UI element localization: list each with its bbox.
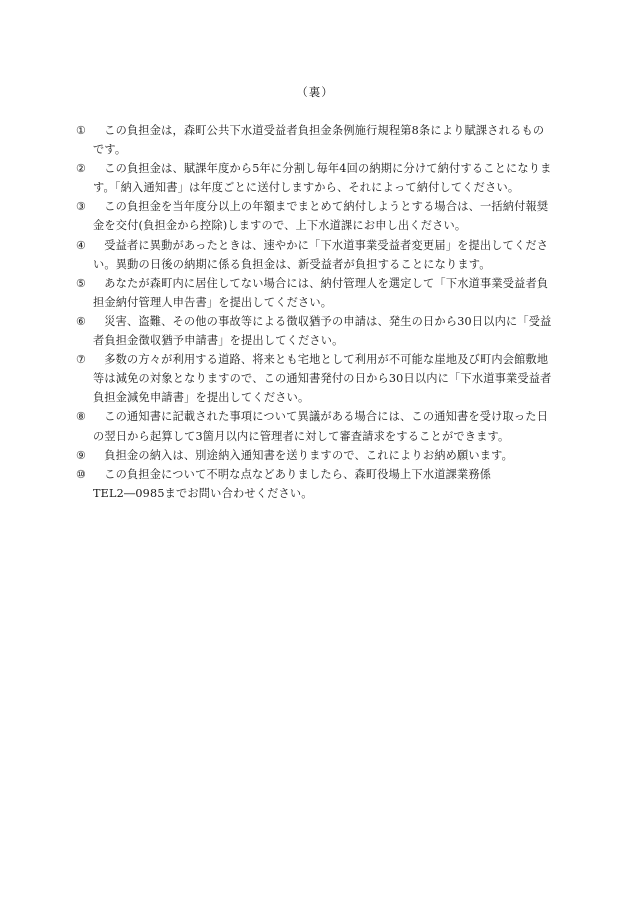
note-item-8 xyxy=(76,407,554,445)
note-text: あなたが森町内に居住してない場合には、納付管理人を選定して「下水道事業受益者負担金納付管理人申告書」を提出してください。 xyxy=(93,276,549,309)
notes-list xyxy=(76,121,554,503)
note-item-5 xyxy=(76,274,554,312)
note-text: 受益者に異動があったときは、速やかに「下水道事業受益者変更届」を提出してください。異動の日後の納期に係る負担金は、新受益者が負担することになります。 xyxy=(93,238,549,271)
note-text: この負担金について不明な点などありましたら、森町役場上下水道課業務係TEL2―0985までお問い合わせください。 xyxy=(93,467,492,500)
note-number: ① xyxy=(76,124,87,137)
note-text: 多数の方々が利用する道路、将来とも宅地として利用が不可能な崖地及び町内会館敷地等は減免の対象となりますので、この通知書発付の日から30日以内に「下水道事業受益者負担金減免申請書」を提出してください。 xyxy=(93,353,552,405)
note-item-2 xyxy=(76,159,554,197)
note-item-7 xyxy=(76,350,554,407)
note-item-9 xyxy=(76,446,554,465)
note-number: ⑦ xyxy=(76,353,87,367)
note-item-6 xyxy=(76,312,554,350)
note-item-1 xyxy=(76,121,554,159)
note-number: ② xyxy=(76,162,87,176)
page-heading: （裏） xyxy=(296,85,334,99)
note-number: ⑤ xyxy=(76,276,87,290)
note-text: 負担金の納入は、別途納入通知書を送りますので、これによりお納め願います。 xyxy=(104,448,514,462)
note-text: この負担金は、賦課年度から5年に分割し毎年4回の納期に分けて納付することになります。「納入通知書」は年度ごとに送付しますから、それによって納付してください。 xyxy=(93,162,552,195)
note-number: ③ xyxy=(76,200,87,214)
note-item-4 xyxy=(76,236,554,274)
note-number: ④ xyxy=(76,238,87,252)
note-number: ⑧ xyxy=(76,410,87,424)
note-number: ⑩ xyxy=(76,467,87,481)
note-text: この負担金は，森町公共下水道受益者負担金条例施行規程第8条により賦課されるものです。 xyxy=(93,124,545,157)
note-item-3 xyxy=(76,197,554,235)
note-item-10 xyxy=(76,465,554,503)
note-number: ⑨ xyxy=(76,448,87,462)
note-text: この負担金を当年度分以上の年額までまとめて納付しようとする場合は、一括納付報奨金を交付(負担金から控除)しますので、上下水道課にお申し出ください。 xyxy=(93,200,549,233)
note-text: この通知書に記載された事項について異議がある場合には、この通知書を受け取った日の翌日から起算して3箇月以内に管理者に対して審査請求をすることができます。 xyxy=(93,410,549,443)
note-number: ⑥ xyxy=(76,314,87,328)
note-text: 災害、盗難、その他の事故等による徴収猶予の申請は、発生の日から30日以内に「受益者負担金徴収猶予申請書」を提出してください。 xyxy=(93,314,552,348)
